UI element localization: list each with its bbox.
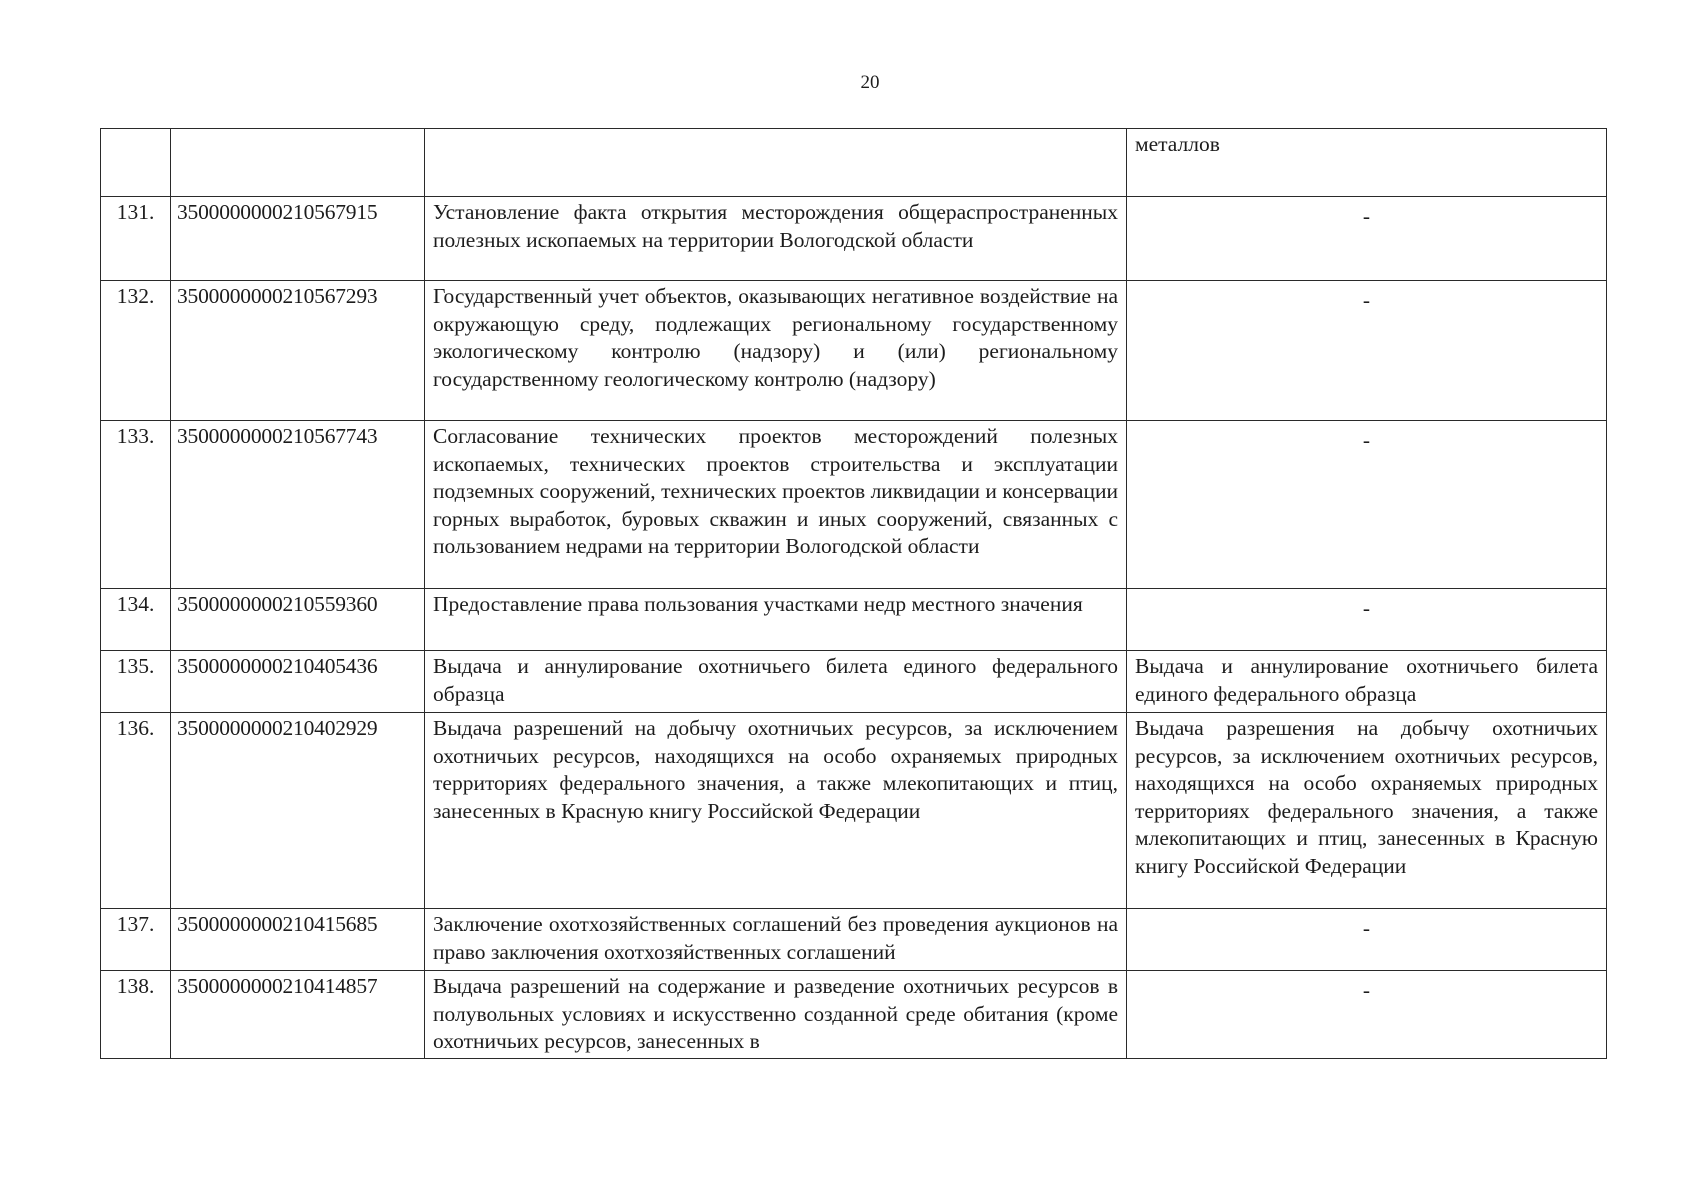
- regional-service-name-cell: Предоставление права пользования участками недр местного значения: [425, 589, 1127, 651]
- service-code-cell: 3500000000210402929: [171, 713, 425, 909]
- table-row: [101, 589, 1607, 651]
- regional-service-name-cell: Выдача разрешений на добычу охотничьих ресурсов, за исключением охотничьих ресурсов, находящихся на особо охраняемых природных территориях федерального значения, а также млекопитающих и птиц, занесенных в Красную книгу Российской Федерации: [425, 713, 1127, 909]
- page-number: 20: [860, 72, 880, 93]
- empty-dash: -: [1362, 204, 1371, 228]
- row-number-cell: 132.: [101, 281, 171, 421]
- table-row: [101, 713, 1607, 909]
- federal-service-name-cell: Выдача разрешения на добычу охотничьих ресурсов, за исключением охотничьих ресурсов, находящихся на особо охраняемых природных территориях федерального значения, а также млекопитающих и птиц, занесенных в Красную книгу Российской Федерации: [1127, 713, 1607, 909]
- empty-dash: -: [1362, 428, 1371, 452]
- regional-service-name-cell: [425, 129, 1127, 197]
- services-table: [100, 128, 1607, 1059]
- service-code-cell: 3500000000210405436: [171, 651, 425, 713]
- service-code-cell: 3500000000210414857: [171, 971, 425, 1059]
- service-code-cell: 3500000000210559360: [171, 589, 425, 651]
- row-number-cell: 135.: [101, 651, 171, 713]
- table-row-continuation: [101, 129, 1607, 197]
- service-code-cell: 3500000000210567293: [171, 281, 425, 421]
- table-row: [101, 909, 1607, 971]
- regional-service-name-cell: Заключение охотхозяйственных соглашений без проведения аукционов на право заключения охотхозяйственных соглашений: [425, 909, 1127, 971]
- federal-service-name-cell: [1127, 281, 1607, 421]
- service-code-cell: 3500000000210415685: [171, 909, 425, 971]
- federal-service-name-cell: [1127, 421, 1607, 589]
- federal-service-name-cell: металлов: [1127, 129, 1607, 197]
- regional-service-name-cell: Выдача и аннулирование охотничьего билета единого федерального образца: [425, 651, 1127, 713]
- empty-dash: -: [1362, 978, 1371, 1002]
- empty-dash: -: [1362, 288, 1371, 312]
- federal-service-name-cell: [1127, 971, 1607, 1059]
- federal-service-name-cell: Выдача и аннулирование охотничьего билета единого федерального образца: [1127, 651, 1607, 713]
- table-row: [101, 971, 1607, 1059]
- federal-service-name-cell: [1127, 909, 1607, 971]
- row-number-cell: 133.: [101, 421, 171, 589]
- regional-service-name-cell: Выдача разрешений на содержание и разведение охотничьих ресурсов в полувольных условиях и искусственно созданной среде обитания (кроме охотничьих ресурсов, занесенных в: [425, 971, 1127, 1059]
- row-number-cell: 134.: [101, 589, 171, 651]
- table-row: [101, 281, 1607, 421]
- regional-service-name-cell: Государственный учет объектов, оказывающих негативное воздействие на окружающую среду, подлежащих региональному государственному экологическому контролю (надзору) и (или) региональному государственному геологическому контролю (надзору): [425, 281, 1127, 421]
- table-row: [101, 651, 1607, 713]
- service-code-cell: 3500000000210567915: [171, 197, 425, 281]
- regional-service-name-cell: Установление факта открытия месторождения общераспространенных полезных ископаемых на территории Вологодской области: [425, 197, 1127, 281]
- federal-service-name-cell: [1127, 589, 1607, 651]
- service-code-cell: 3500000000210567743: [171, 421, 425, 589]
- row-number-cell: 131.: [101, 197, 171, 281]
- row-number-cell: 136.: [101, 713, 171, 909]
- row-number-cell: 137.: [101, 909, 171, 971]
- table-row: [101, 421, 1607, 589]
- federal-service-name-cell: [1127, 197, 1607, 281]
- regional-service-name-cell: Согласование технических проектов месторождений полезных ископаемых, технических проектов строительства и эксплуатации подземных сооружений, технических проектов ликвидации и консервации горных выработок, буровых скважин и иных сооружений, связанных с пользованием недрами на территории Вологодской области: [425, 421, 1127, 589]
- empty-dash: -: [1362, 596, 1371, 620]
- row-number-cell: [101, 129, 171, 197]
- service-code-cell: [171, 129, 425, 197]
- table-row: [101, 197, 1607, 281]
- empty-dash: -: [1362, 916, 1371, 940]
- row-number-cell: 138.: [101, 971, 171, 1059]
